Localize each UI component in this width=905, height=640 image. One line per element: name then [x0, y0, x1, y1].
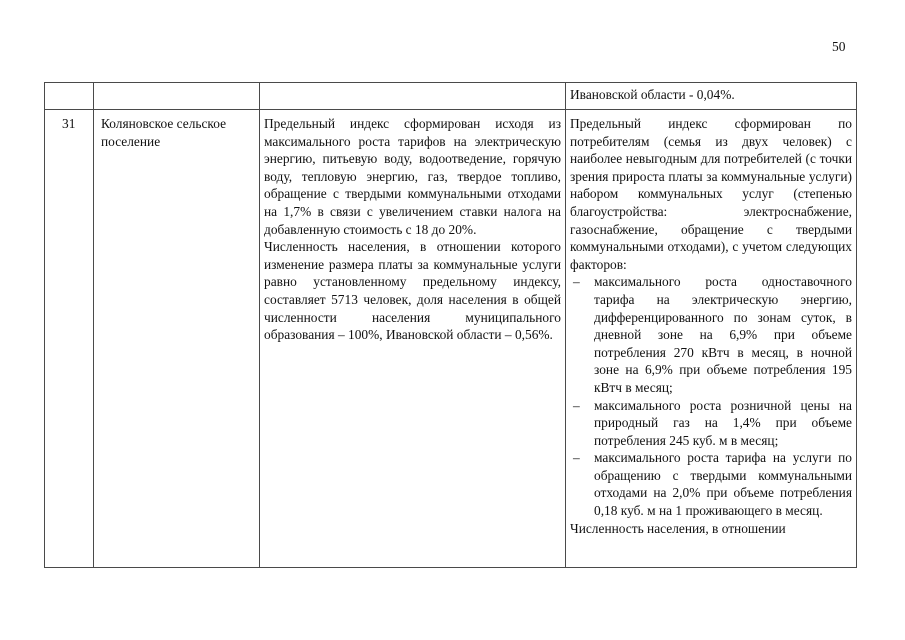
page-number: 50: [832, 39, 846, 54]
factor-text: максимального роста тарифа на услуги по обращению с твердыми коммунальными отходами на 2,0% при объеме потребления 0,18 куб. м на 1 проживающего в месяц.: [594, 450, 852, 519]
dash-bullet: –: [573, 274, 580, 290]
factors-list: [570, 273, 852, 519]
list-item: [570, 273, 852, 396]
list-item: [570, 449, 852, 519]
municipal-index-table: [44, 82, 857, 568]
index-basis-cell: [260, 83, 566, 110]
row-number-cell: [45, 83, 94, 110]
factor-text: максимального роста одноставочного тарифа на электрическую энергию, дифференцированного по зонам суток, в дневной зоне на 6,9% при объеме потребления 270 кВтч в месяц, в ночной зоне на 6,9% при объеме потребления 195 кВтч в месяц;: [594, 274, 852, 395]
index-basis-cell: [260, 110, 566, 568]
index-basis-paragraph: Предельный индекс сформирован исходя из максимального роста тарифов на электрическую энергию, питьевую воду, водоотведение, горячую воду, тепловую энергию, газ, твердое топливо, обращение с твердыми коммунальными отходами на 1,7% в связи с увеличением ставки налога на добавленную стоимость с 18 до 20%.: [264, 116, 561, 237]
factor-text: максимального роста розничной цены на природный газ на 1,4% при объеме потребления 245 куб. м в месяц;: [594, 397, 852, 448]
table-row-31: [45, 110, 857, 568]
population-tail-text: Численность населения, в отношении: [570, 520, 786, 536]
municipality-cell: [94, 83, 260, 110]
consumer-basis-cell: [566, 83, 857, 110]
municipality-cell: Коляновское сельское поселение: [94, 110, 260, 568]
list-item: [570, 397, 852, 450]
dash-bullet: –: [573, 450, 580, 466]
consumer-basis-intro: Предельный индекс сформирован по потребителям (семья из двух человек) с наиболее невыгодным для потребителей (с точки зрения прироста платы за коммунальные услуги) набором коммунальных услуг (степенью благоустройства: электроснабжение, газоснабжение, обращение с твердыми коммунальными отходами), с учетом следующих факторов:: [570, 116, 852, 272]
consumer-basis-cell: [566, 110, 857, 568]
dash-bullet: –: [573, 397, 580, 413]
table-row-continuation: [45, 83, 857, 110]
population-paragraph: Численность населения, в отношении которого изменение размера платы за коммунальные услуги равно установленному предельному индексу, составляет 5713 человек, доля населения в общей численности населения муниципального образования – 100%, Ивановской области – 0,56%.: [264, 239, 561, 343]
continuation-text: Ивановской области - 0,04%.: [570, 87, 735, 102]
row-number-cell: 31: [45, 110, 94, 568]
